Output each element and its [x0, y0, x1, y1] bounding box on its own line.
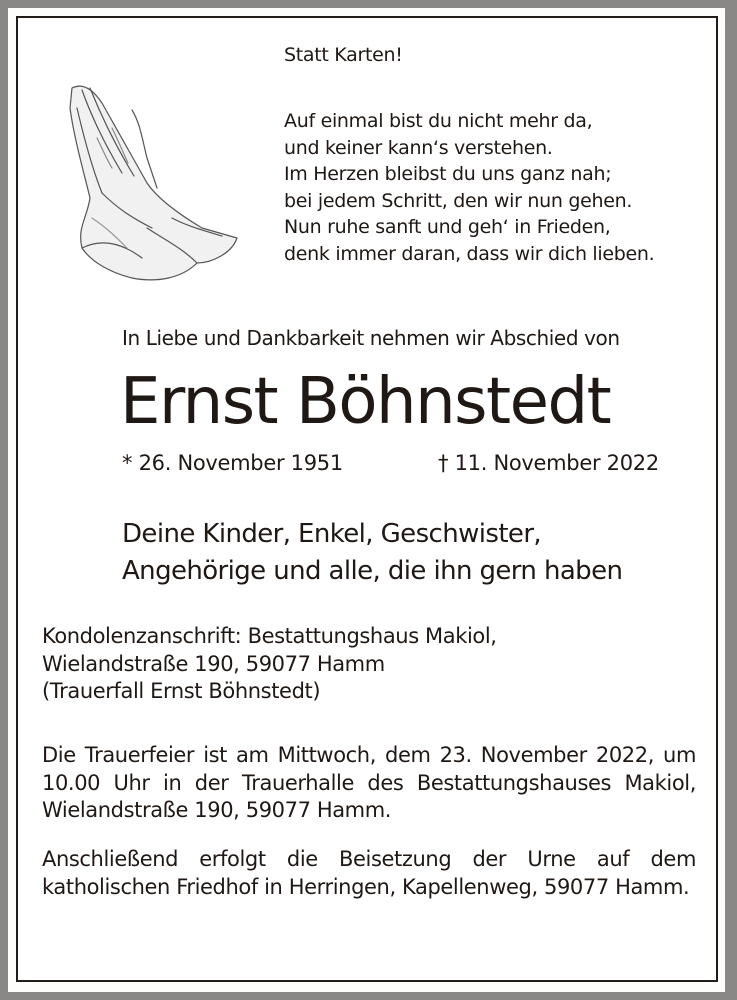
poem [284, 108, 654, 267]
poem-line: Auf einmal bist du nicht mehr da, [284, 110, 593, 132]
condolence-line: Kondolenzanschrift: Bestattungshaus Makiol, [42, 624, 497, 648]
intro-text: In Liebe und Dankbarkeit nehmen wir Abschied von [122, 326, 620, 350]
birth-date: * 26. November 1951 [122, 451, 343, 475]
condolence-line: (Trauerfall Ernst Böhnstedt) [42, 679, 321, 703]
deceased-name: Ernst Böhnstedt [120, 365, 611, 439]
poem-line: denk immer daran, dass wir dich lieben. [284, 242, 655, 265]
poem-line: und keiner kann‘s verstehen. [284, 136, 553, 159]
mourners-line: Angehörige und alle, die ihn gern haben [122, 556, 623, 586]
praying-hands-icon [62, 78, 242, 288]
death-date: † 11. November 2022 [438, 451, 659, 475]
notice-heading: Statt Karten! [284, 44, 403, 66]
poem-line: Nun ruhe sanft und geh‘ in Frieden, [284, 216, 611, 238]
poem-line: bei jedem Schritt, den wir nun gehen. [284, 189, 633, 212]
burial-info: Anschließend erfolgt die Beisetzung der Urne auf dem katholischen Friedhof in Herringen, Kapellenweg, 59077 Hamm. [42, 847, 696, 899]
mourners-line: Deine Kinder, Enkel, Geschwister, [122, 519, 542, 549]
poem-line: Im Herzen bleibst du uns ganz nah; [284, 163, 612, 185]
condolence-address [42, 623, 696, 706]
mourners [122, 516, 622, 590]
ceremony-info: Die Trauerfeier ist am Mittwoch, dem 23. November 2022, um 10.00 Uhr in der Trauerhalle des Bestattungshauses Makiol, Wielandstraße 190, 59077 Hamm. [42, 743, 696, 822]
condolence-line: Wielandstraße 190, 59077 Hamm [42, 651, 385, 676]
